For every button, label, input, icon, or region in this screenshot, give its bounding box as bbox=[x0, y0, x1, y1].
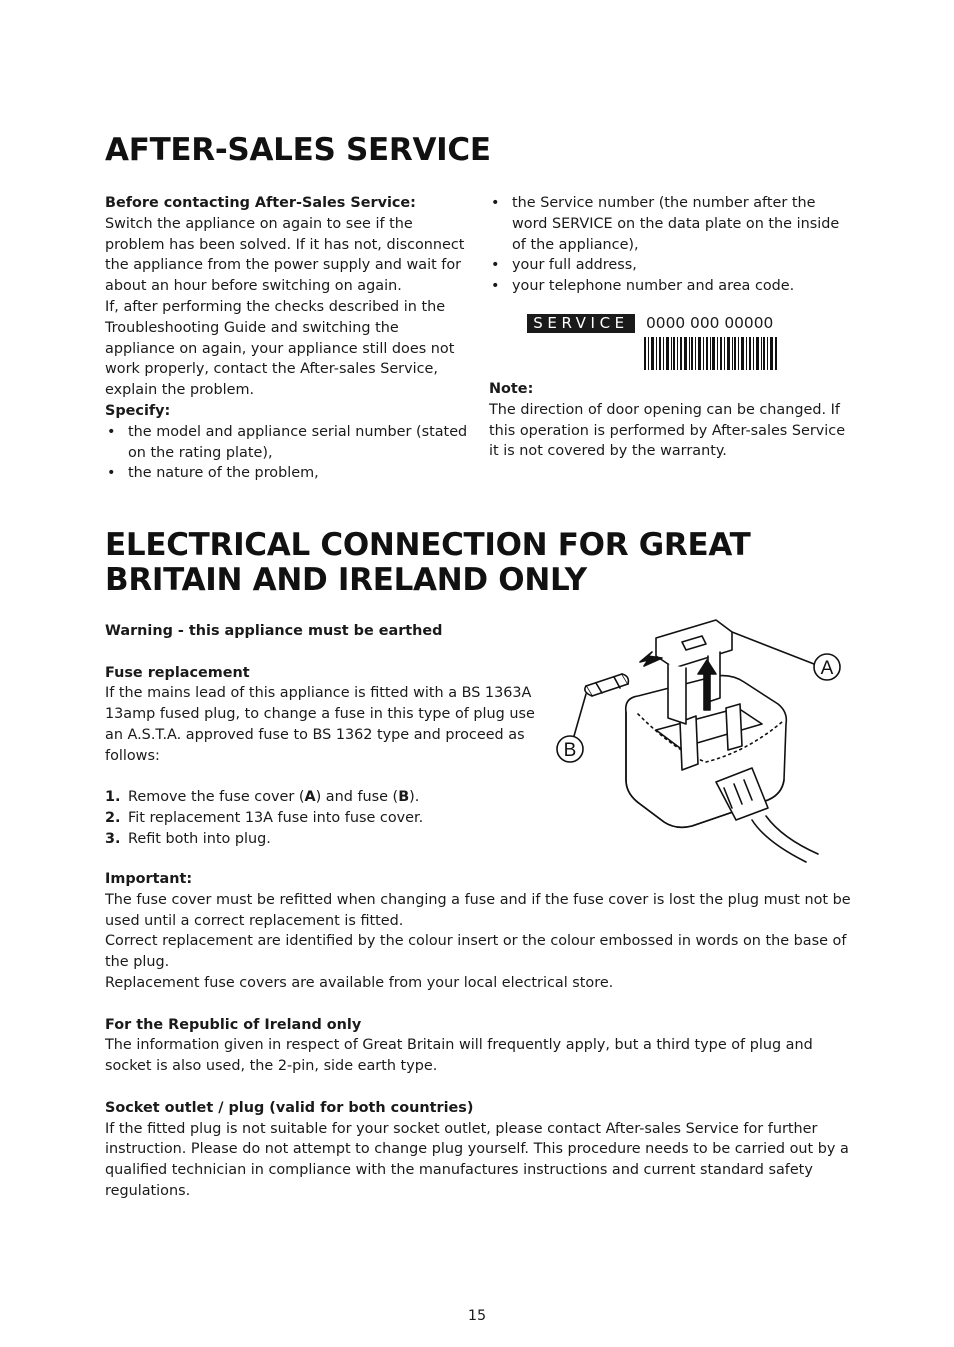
after-sales-right-column bbox=[489, 193, 851, 297]
plug-diagram bbox=[556, 612, 848, 866]
note-heading: Note: bbox=[489, 381, 534, 397]
after-sales-left-column bbox=[105, 193, 473, 484]
specify-heading: Specify: bbox=[105, 402, 171, 419]
electrical-connection-title bbox=[105, 528, 751, 598]
specify-list-left bbox=[105, 422, 473, 484]
fuse-cover-ref: A bbox=[304, 789, 316, 806]
list-item: • your telephone number and area code. bbox=[489, 276, 851, 297]
title-line-2: BRITAIN AND IRELAND ONLY bbox=[105, 562, 587, 598]
important-heading: Important: bbox=[105, 871, 193, 887]
fuse-steps-list bbox=[105, 787, 535, 849]
label-a-leader bbox=[732, 632, 814, 664]
fuse-replacement-heading: Fuse replacement bbox=[105, 664, 250, 681]
step-text: ) and fuse ( bbox=[315, 789, 399, 806]
list-item: • your full address, bbox=[489, 255, 851, 276]
fuse-ref: B bbox=[398, 789, 410, 806]
label-b: B bbox=[563, 740, 577, 761]
important-section bbox=[105, 869, 854, 1202]
list-item: • the Service number (the number after the word SERVICE on the data plate on the inside of the appliance), bbox=[489, 193, 851, 255]
step-number: 3. bbox=[105, 830, 121, 847]
note-block bbox=[489, 379, 851, 462]
list-item bbox=[105, 787, 535, 808]
step-text: Fit replacement 13A fuse into fuse cover. bbox=[128, 810, 424, 827]
service-number: 0000 000 00000 bbox=[646, 314, 774, 332]
troubleshooting-text: If, after performing the checks described in the Troubleshooting Guide and switching the appliance on again, your appliance still does not work properly, contact the After-sales Service, explain the problem. bbox=[105, 298, 455, 399]
fuse bbox=[585, 674, 629, 696]
ireland-text: The information given in respect of Great Britain will frequently apply, but a third type of plug and socket is also used, the 2-pin, side earth type. bbox=[105, 1037, 813, 1075]
fuse-section bbox=[105, 621, 535, 850]
important-text-1: The fuse cover must be refitted when changing a fuse and if the fuse cover is lost the plug must not be used until a correct replacement is fitted. bbox=[105, 891, 851, 929]
socket-text: If the fitted plug is not suitable for your socket outlet, please contact After-sales Service for further instruction. Please do not attempt to change plug yourself. This procedure needs to be carried out by a qualified technician in compliance with the manufactures instructions and current standard safety regulations. bbox=[105, 1120, 849, 1199]
specify-list-right bbox=[489, 193, 851, 297]
earth-warning: Warning - this appliance must be earthed bbox=[105, 623, 443, 639]
service-label: SERVICE bbox=[527, 314, 635, 333]
socket-heading: Socket outlet / plug (valid for both countries) bbox=[105, 1099, 474, 1116]
step-number: 2. bbox=[105, 810, 121, 827]
note-text: The direction of door opening can be changed. If this operation is performed by After-sales Service it is not covered by the warranty. bbox=[489, 401, 846, 460]
step-text: ). bbox=[409, 789, 420, 806]
list-item bbox=[105, 829, 535, 850]
step-text: Refit both into plug. bbox=[128, 830, 271, 847]
ireland-heading: For the Republic of Ireland only bbox=[105, 1016, 362, 1033]
before-contacting-heading: Before contacting After-Sales Service: bbox=[105, 195, 416, 211]
fuse-replacement-text: If the mains lead of this appliance is fitted with a BS 1363A 13amp fused plug, to change a fuse in this type of plug use an A.S.T.A. approved fuse to BS 1362 type and proceed as follows: bbox=[105, 685, 535, 764]
barcode-icon bbox=[644, 337, 778, 370]
label-b-leader bbox=[574, 694, 586, 736]
step-number: 1. bbox=[105, 789, 121, 806]
list-item: • the model and appliance serial number (stated on the rating plate), bbox=[105, 422, 473, 464]
label-a: A bbox=[820, 658, 834, 679]
after-sales-title: AFTER-SALES SERVICE bbox=[105, 132, 491, 168]
important-text-2: Correct replacement are identified by the colour insert or the colour embossed in words on the base of the plug. bbox=[105, 933, 847, 971]
list-item bbox=[105, 808, 535, 829]
important-text-3: Replacement fuse covers are available from your local electrical store. bbox=[105, 974, 614, 991]
list-item: • the nature of the problem, bbox=[105, 463, 473, 484]
title-line-1: ELECTRICAL CONNECTION FOR GREAT bbox=[105, 527, 751, 563]
step-text: Remove the fuse cover ( bbox=[128, 789, 305, 806]
page-number: 15 bbox=[467, 1308, 487, 1324]
before-contacting-text: Switch the appliance on again to see if the problem has been solved. If it has not, disconnect the appliance from the power supply and wait for about an hour before switching on again. bbox=[105, 215, 465, 295]
